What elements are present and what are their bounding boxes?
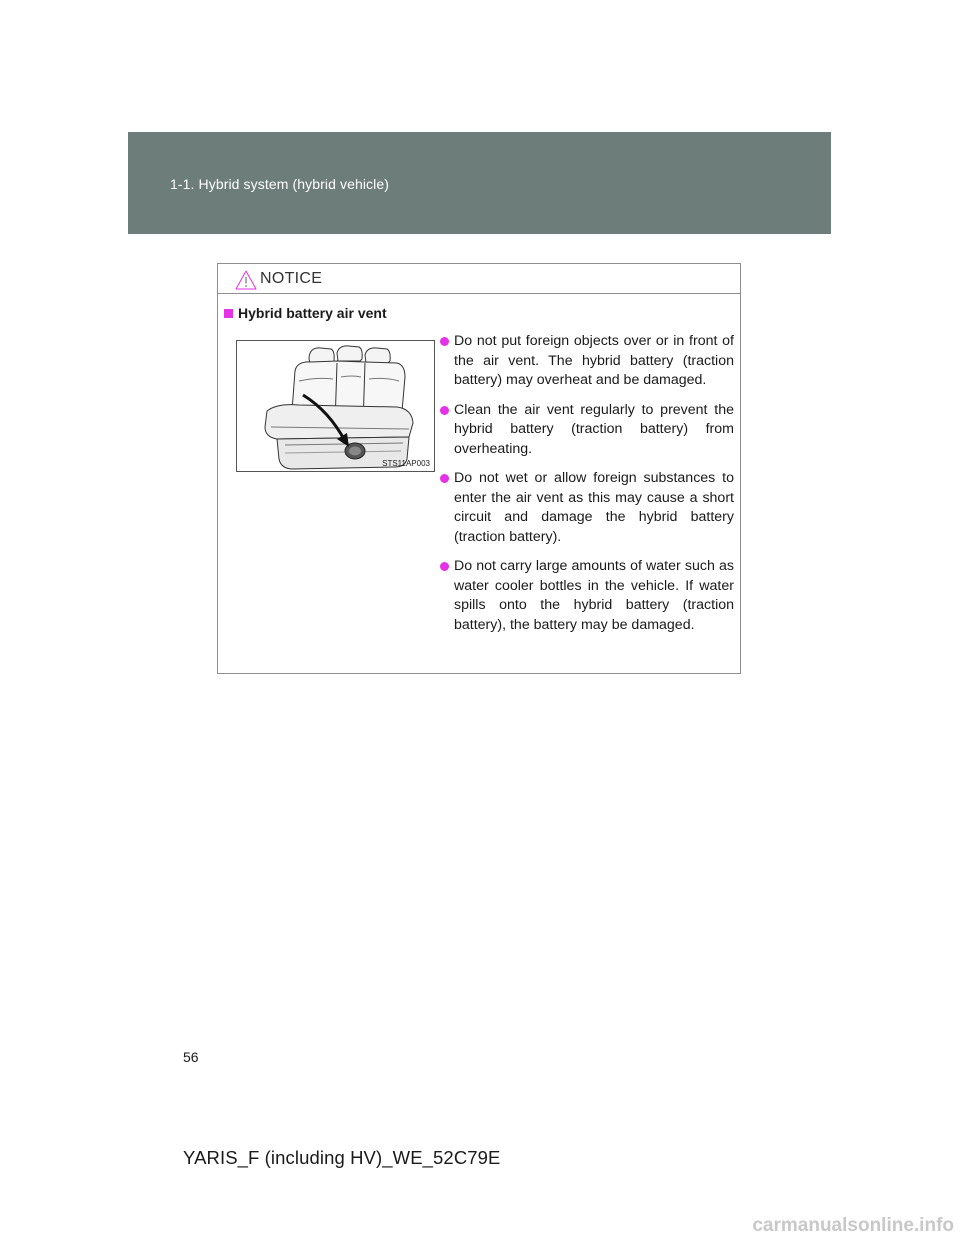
list-item	[440, 401, 734, 460]
bullet-text: Do not carry large amounts of water such as water cooler bottles in the vehicle. If water spills onto the hybrid battery (traction battery), the battery may be damaged.	[454, 558, 734, 633]
list-item	[440, 332, 734, 391]
section-title: 1-1. Hybrid system (hybrid vehicle)	[170, 176, 390, 192]
section-header-band	[128, 132, 831, 234]
round-bullet-icon	[440, 562, 449, 571]
bullet-text: Do not wet or allow foreign substances to enter the air vent as this may cause a short circuit and damage the hybrid battery (traction battery).	[454, 470, 734, 545]
section-heading	[224, 305, 387, 321]
round-bullet-icon	[440, 474, 449, 483]
warning-triangle-icon	[235, 270, 257, 290]
rear-seat-drawing	[237, 341, 434, 471]
round-bullet-icon	[440, 337, 449, 346]
bullet-text: Do not put foreign objects over or in front of the air vent. The hybrid battery (traction battery) may overheat and be damaged.	[454, 333, 734, 388]
page-number: 56	[183, 1049, 199, 1065]
notice-bullet-list	[440, 332, 734, 645]
list-item	[440, 557, 734, 635]
figure-code: STS11AP003	[382, 459, 430, 468]
rear-seat-illustration	[236, 340, 435, 472]
square-bullet-icon	[224, 309, 233, 318]
notice-title: NOTICE	[260, 270, 323, 287]
bullet-text: Clean the air vent regularly to prevent the hybrid battery (traction battery) from overheating.	[454, 401, 734, 457]
round-bullet-icon	[440, 406, 449, 415]
document-footer: YARIS_F (including HV)_WE_52C79E	[183, 1147, 501, 1168]
section-heading-text: Hybrid battery air vent	[238, 305, 387, 321]
notice-box	[217, 263, 741, 674]
watermark: carmanualsonline.info	[752, 1215, 954, 1236]
notice-header	[218, 264, 740, 294]
list-item	[440, 469, 734, 547]
